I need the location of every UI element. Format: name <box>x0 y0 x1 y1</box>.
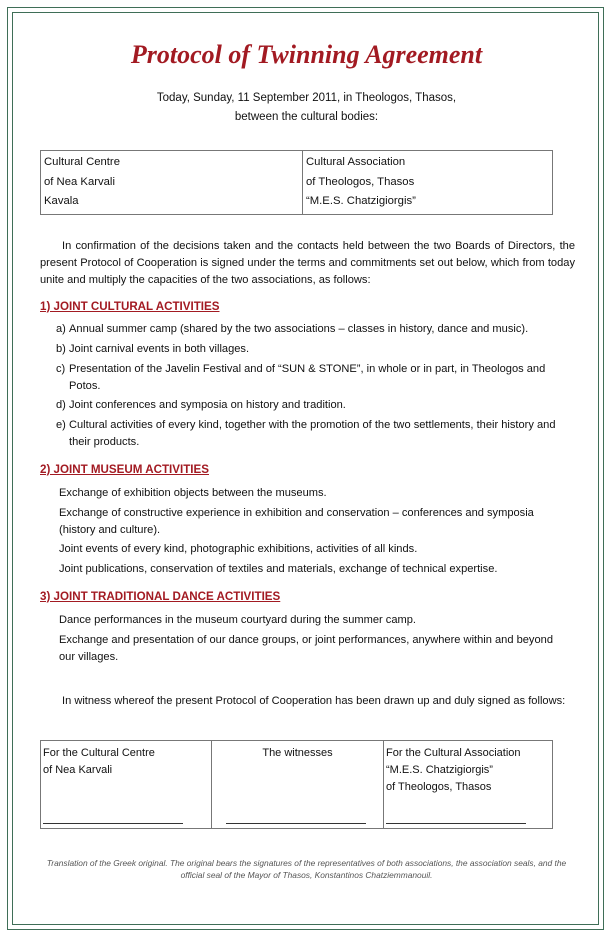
signature-left-line: of Nea Karvali <box>43 764 113 776</box>
signature-right-line: “M.E.S. Chatzigiorgis” <box>386 764 493 776</box>
signature-line <box>386 823 526 824</box>
confirmation-paragraph: In confirmation of the decisions taken and the contacts held between the two Boards of Directors, the present Protocol of Cooperation is signed under the terms and commitments set out below, which from today unite and multiply the capacities of the two associations, as follows: <box>40 240 575 286</box>
signature-line <box>43 823 183 824</box>
party-left-line: Cultural Centre <box>44 156 120 168</box>
list-item-text: Presentation of the Javelin Festival and of “SUN & STONE”, in whole or in part, in Theologos and Potos. <box>69 363 546 392</box>
document-title: Protocol of Twinning Agreement <box>130 40 483 69</box>
section-heading-dance: 3) JOINT TRADITIONAL DANCE ACTIVITIES <box>40 590 281 603</box>
list-marker: d) <box>56 399 66 411</box>
list-marker: b) <box>56 343 66 355</box>
section-heading-cultural: 1) JOINT CULTURAL ACTIVITIES <box>40 300 220 313</box>
intro-between-line: between the cultural bodies: <box>234 111 379 123</box>
signature-left-line: For the Cultural Centre <box>43 747 155 759</box>
list-item-text: Annual summer camp (shared by the two associations – classes in history, dance and music). <box>69 323 529 335</box>
party-right-line: of Theologos, Thasos <box>306 175 415 188</box>
list-marker: a) <box>56 323 66 335</box>
parties-table <box>40 150 553 215</box>
list-item-text: Joint events of every kind, photographic exhibitions, activities of all kinds. <box>59 543 418 555</box>
list-item-text: Exchange and presentation of our dance groups, or joint performances, anywhere within and beyond our villages. <box>59 634 553 663</box>
section-heading-museum: 2) JOINT MUSEUM ACTIVITIES <box>40 463 209 476</box>
list-item-text: Exchange of constructive experience in exhibition and conservation – conferences and symposia (history and culture). <box>59 507 534 536</box>
witness-paragraph: In witness whereof the present Protocol of Cooperation has been drawn up and duly signed as follows: <box>62 695 566 707</box>
list-item-text: Joint publications, conservation of textiles and materials, exchange of technical expertise. <box>59 563 498 575</box>
signature-right-cell <box>384 741 553 829</box>
signatures-table <box>40 740 553 829</box>
signature-right-line: of Theologos, Thasos <box>386 781 492 793</box>
translation-footnote: Translation of the Greek original. The original bears the signatures of the representatives of both associations, the association seals, and the official seal of the Mayor of Thasos, Konstantinos Chatziemmanouil. <box>46 858 567 880</box>
party-right-line: Cultural Association <box>306 156 406 168</box>
list-marker: c) <box>56 363 66 375</box>
party-left-line: of Nea Karvali <box>44 175 115 188</box>
signature-right-line: For the Cultural Association <box>386 747 521 759</box>
list-item-text: Joint conferences and symposia on history and tradition. <box>69 399 346 411</box>
party-left-cell <box>41 151 303 215</box>
party-left-line: Kavala <box>44 195 79 207</box>
signature-line <box>226 823 366 824</box>
signature-middle-line: The witnesses <box>262 747 333 759</box>
intro-date-line: Today, Sunday, 11 September 2011, in Theologos, Thasos, <box>156 92 457 104</box>
list-item-text: Exchange of exhibition objects between the museums. <box>59 487 327 499</box>
signature-left-cell <box>41 741 212 829</box>
list-marker: e) <box>56 419 66 431</box>
list-item-text: Cultural activities of every kind, together with the promotion of the two settlements, their history and their products. <box>69 419 556 448</box>
signature-middle-cell <box>212 741 384 829</box>
party-right-cell <box>303 151 553 215</box>
list-item-text: Joint carnival events in both villages. <box>69 343 250 355</box>
party-right-line: “M.E.S. Chatzigiorgis” <box>306 195 416 207</box>
list-item-text: Dance performances in the museum courtyard during the summer camp. <box>59 614 417 626</box>
